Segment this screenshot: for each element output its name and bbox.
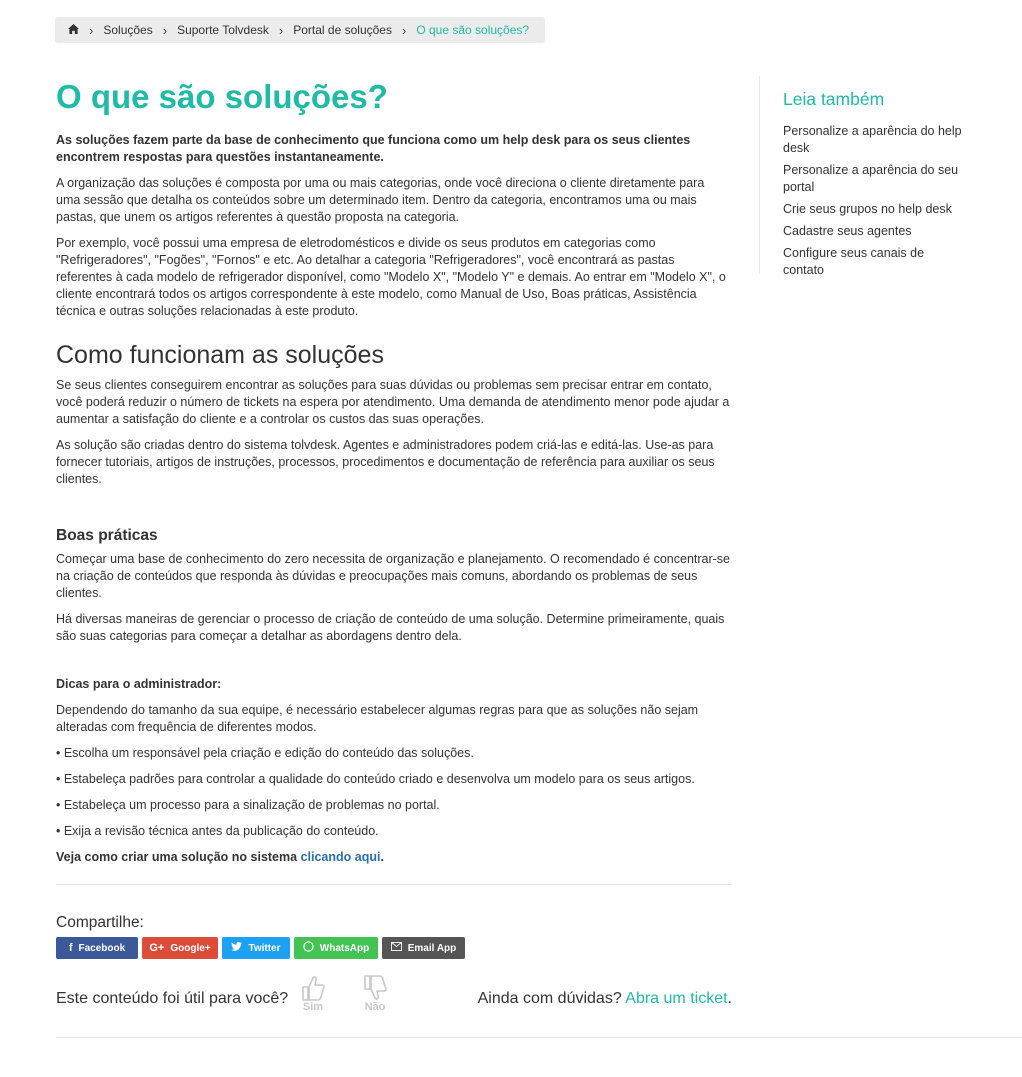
- whatsapp-label: WhatsApp: [319, 942, 370, 954]
- related-list: [783, 123, 968, 279]
- breadcrumb-item-solucoes[interactable]: Soluções: [103, 23, 153, 37]
- sidebar-related: [759, 76, 1000, 277]
- admin-tips-title: Dicas para o administrador:: [56, 677, 222, 691]
- facebook-share-button[interactable]: [56, 937, 138, 959]
- feedback-question: Este conteúdo foi útil para você?: [56, 990, 289, 1007]
- home-icon[interactable]: [68, 23, 79, 37]
- final-note-text: Veja como criar uma solução no sistema: [56, 850, 298, 864]
- related-link[interactable]: Cadastre seus agentes: [783, 224, 912, 238]
- sidebar-title: Leia também: [783, 89, 885, 109]
- article: [56, 75, 732, 959]
- article-paragraph: As solução são criadas dentro do sistema tolvdesk. Agentes e administradores podem criá-las e editá-las. Use-as para fornecer tutoriais, artigos de instruções, processos, procedimentos e documentação de referência para auxiliar os seus clientes.: [56, 438, 715, 486]
- article-paragraph: Dependendo do tamanho da sua equipe, é necessário estabelecer algumas regras para que as soluções não sejam alteradas com frequência de diferentes modos.: [56, 703, 699, 734]
- final-note: [56, 849, 732, 866]
- divider: [56, 884, 732, 885]
- google-plus-icon: G+: [149, 942, 165, 954]
- page-title: O que são soluções?: [56, 78, 388, 115]
- list-item: • Estabeleça um processo para a sinalização de problemas no portal.: [56, 798, 440, 812]
- final-note-suffix: .: [380, 850, 384, 864]
- thumbs-up-icon: [301, 975, 325, 1001]
- related-link[interactable]: Personalize a aparência do seu portal: [783, 163, 959, 194]
- google-plus-label: Google+: [170, 942, 211, 954]
- subsection-heading: Boas práticas: [56, 527, 158, 544]
- google-plus-share-button[interactable]: [142, 937, 218, 959]
- divider: [56, 1037, 1022, 1038]
- twitter-label: Twitter: [248, 942, 281, 954]
- email-label: Email App: [407, 942, 457, 954]
- breadcrumb-item-suporte[interactable]: Suporte Tolvdesk: [177, 23, 269, 37]
- still-questions: [478, 990, 732, 1008]
- share-buttons: [56, 937, 732, 959]
- related-link[interactable]: Crie seus grupos no help desk: [783, 202, 952, 216]
- email-share-button[interactable]: [382, 937, 465, 959]
- chevron-right-icon: ›: [89, 22, 94, 38]
- list-item: • Estabeleça padrões para controlar a qualidade do conteúdo criado e desenvolva um modelo para os seus artigos.: [56, 772, 695, 786]
- breadcrumb: [55, 17, 545, 43]
- breadcrumb-current: O que são soluções?: [416, 23, 530, 37]
- whatsapp-icon: [303, 941, 314, 955]
- breadcrumb-item-portal[interactable]: Portal de soluções: [293, 23, 392, 37]
- related-link[interactable]: Configure seus canais de contato: [783, 246, 925, 277]
- vote-no-label: Não: [364, 1001, 386, 1013]
- vote-yes-button[interactable]: [298, 975, 328, 1013]
- list-item: • Exija a revisão técnica antes da publicação do conteúdo.: [56, 824, 379, 838]
- related-link[interactable]: Personalize a aparência do help desk: [783, 124, 962, 155]
- thumbs-down-icon: [363, 975, 387, 1001]
- email-icon: [391, 942, 402, 954]
- chevron-right-icon: ›: [278, 22, 284, 38]
- article-paragraph: Se seus clientes conseguirem encontrar as soluções para suas dúvidas ou problemas sem precisar entrar em contato, você poderá reduzir o número de tickets na espera por atendimento. Uma demanda de atendimento menor pode ajudar a aumentar a satisfação do cliente e a controlar os custos das suas operações.: [56, 378, 730, 426]
- article-paragraph: A organização das soluções é composta por uma ou mais categorias, onde você direciona o cliente diretamente para uma sessão que detalha os conteúdos sobre um determinado item. Dentro da categoria, encontramos uma ou mais pastas, que unem os artigos referentes à questão proposta na categoria.: [56, 176, 705, 224]
- section-heading: Como funcionam as soluções: [56, 341, 384, 369]
- whatsapp-share-button[interactable]: [294, 937, 378, 959]
- click-here-link[interactable]: clicando aqui: [300, 850, 381, 864]
- chevron-right-icon: ›: [162, 22, 168, 38]
- vote-yes-label: Sim: [302, 1001, 324, 1013]
- twitter-icon: [231, 942, 242, 954]
- twitter-share-button[interactable]: [222, 937, 290, 959]
- vote-no-button[interactable]: [360, 975, 390, 1013]
- article-paragraph: Por exemplo, você possui uma empresa de eletrodomésticos e divide os seus produtos em categorias como "Refrigeradores", "Fogões", "Fornos" e etc. Ao detalhar a categoria "Refrigeradores", você encontrará as pastas referentes à cada modelo de refrigerador disponível, como "Modelo X", "Modelo Y" e demais. Ao entrar em "Modelo X", o cliente encontrará todos os artigos correspondente à este modelo, como Manual de Uso, Boas práticas, Assistência técnica e outras soluções relacionadas à este produto.: [56, 236, 726, 318]
- list-item: • Escolha um responsável pela criação e edição do conteúdo das soluções.: [56, 746, 474, 760]
- open-ticket-link[interactable]: Abra um ticket: [625, 990, 728, 1007]
- facebook-icon: f: [68, 942, 73, 954]
- feedback-row: [56, 975, 732, 1020]
- still-questions-suffix: .: [727, 990, 732, 1007]
- article-lead: As soluções fazem parte da base de conhecimento que funciona como um help desk para os seus clientes encontrem respostas para questões instantaneamente.: [56, 133, 691, 164]
- chevron-right-icon: ›: [401, 22, 407, 38]
- article-paragraph: Começar uma base de conhecimento do zero necessita de organização e planejamento. O recomendado é concentrar-se na criação de conteúdos que responda às dúvidas e preocupações mais comuns, abordando os problemas de seus clientes.: [56, 552, 731, 600]
- facebook-label: Facebook: [78, 942, 126, 954]
- still-questions-text: Ainda com dúvidas?: [477, 990, 622, 1007]
- share-title: Compartilhe:: [56, 914, 144, 931]
- article-paragraph: Há diversas maneiras de gerenciar o processo de criação de conteúdo de uma solução. Determine primeiramente, quais são suas categorias para começar a detalhar as abordagens dentro dela.: [56, 612, 725, 643]
